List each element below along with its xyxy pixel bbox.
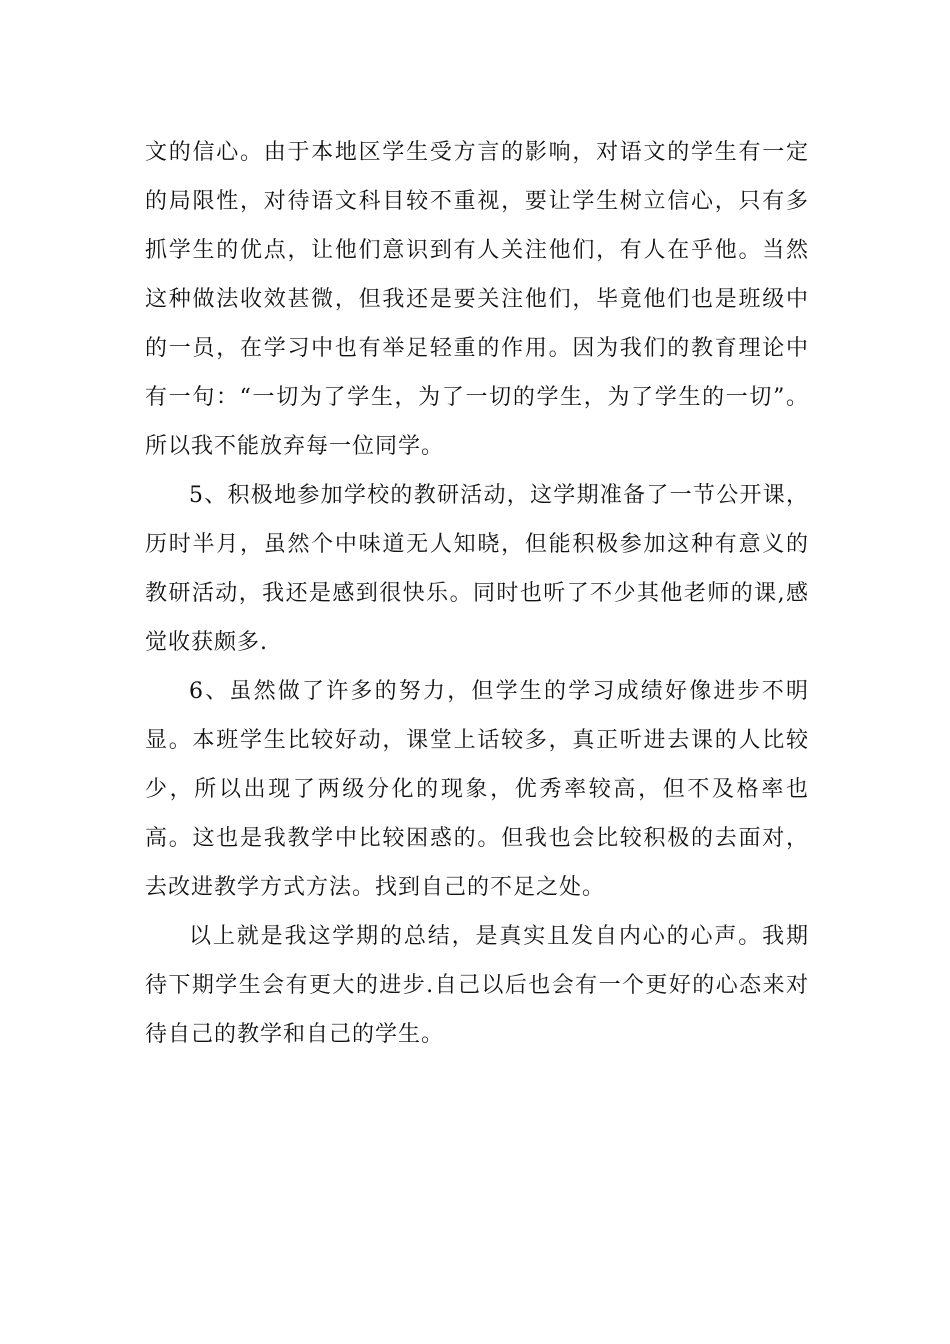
paragraph-1: 文的信心。由于本地区学生受方言的影响，对语文的学生有一定的局限性，对待语文科目较不重视，要让学生树立信心，只有多抓学生的优点，让他们意识到有人关注他们，有人在乎他。当然这种做法收效甚微，但我还是要关注他们，毕竟他们也是班级中的一员，在学习中也有举足轻重的作用。因为我们的教育理论中有一句：“一切为了学生，为了一切的学生，为了学生的一切”。所以我不能放弃每一位同学。 [145,140,809,459]
paragraph-4: 以上就是我这学期的总结，是真实且发自内心的心声。我期待下期学生会有更大的进步.自己以后也会有一个更好的心态来对待自己的教学和自己的学生。 [145,924,809,1047]
document-body [145,128,809,1059]
paragraph-3: 6、虽然做了许多的努力，但学生的学习成绩好像进步不明显。本班学生比较好动，课堂上话较多，真正听进去课的人比较少，所以出现了两级分化的现象，优秀率较高，但不及格率也高。这也是我教学中比较困惑的。但我也会比较积极的去面对，去改进教学方式方法。找到自己的不足之处。 [145,679,809,900]
paragraph-2: 5、积极地参加学校的教研活动，这学期准备了一节公开课，历时半月，虽然个中味道无人知晓，但能积极参加这种有意义的教研活动，我还是感到很快乐。同时也听了不少其他老师的课,感觉收获颇多. [145,483,809,655]
